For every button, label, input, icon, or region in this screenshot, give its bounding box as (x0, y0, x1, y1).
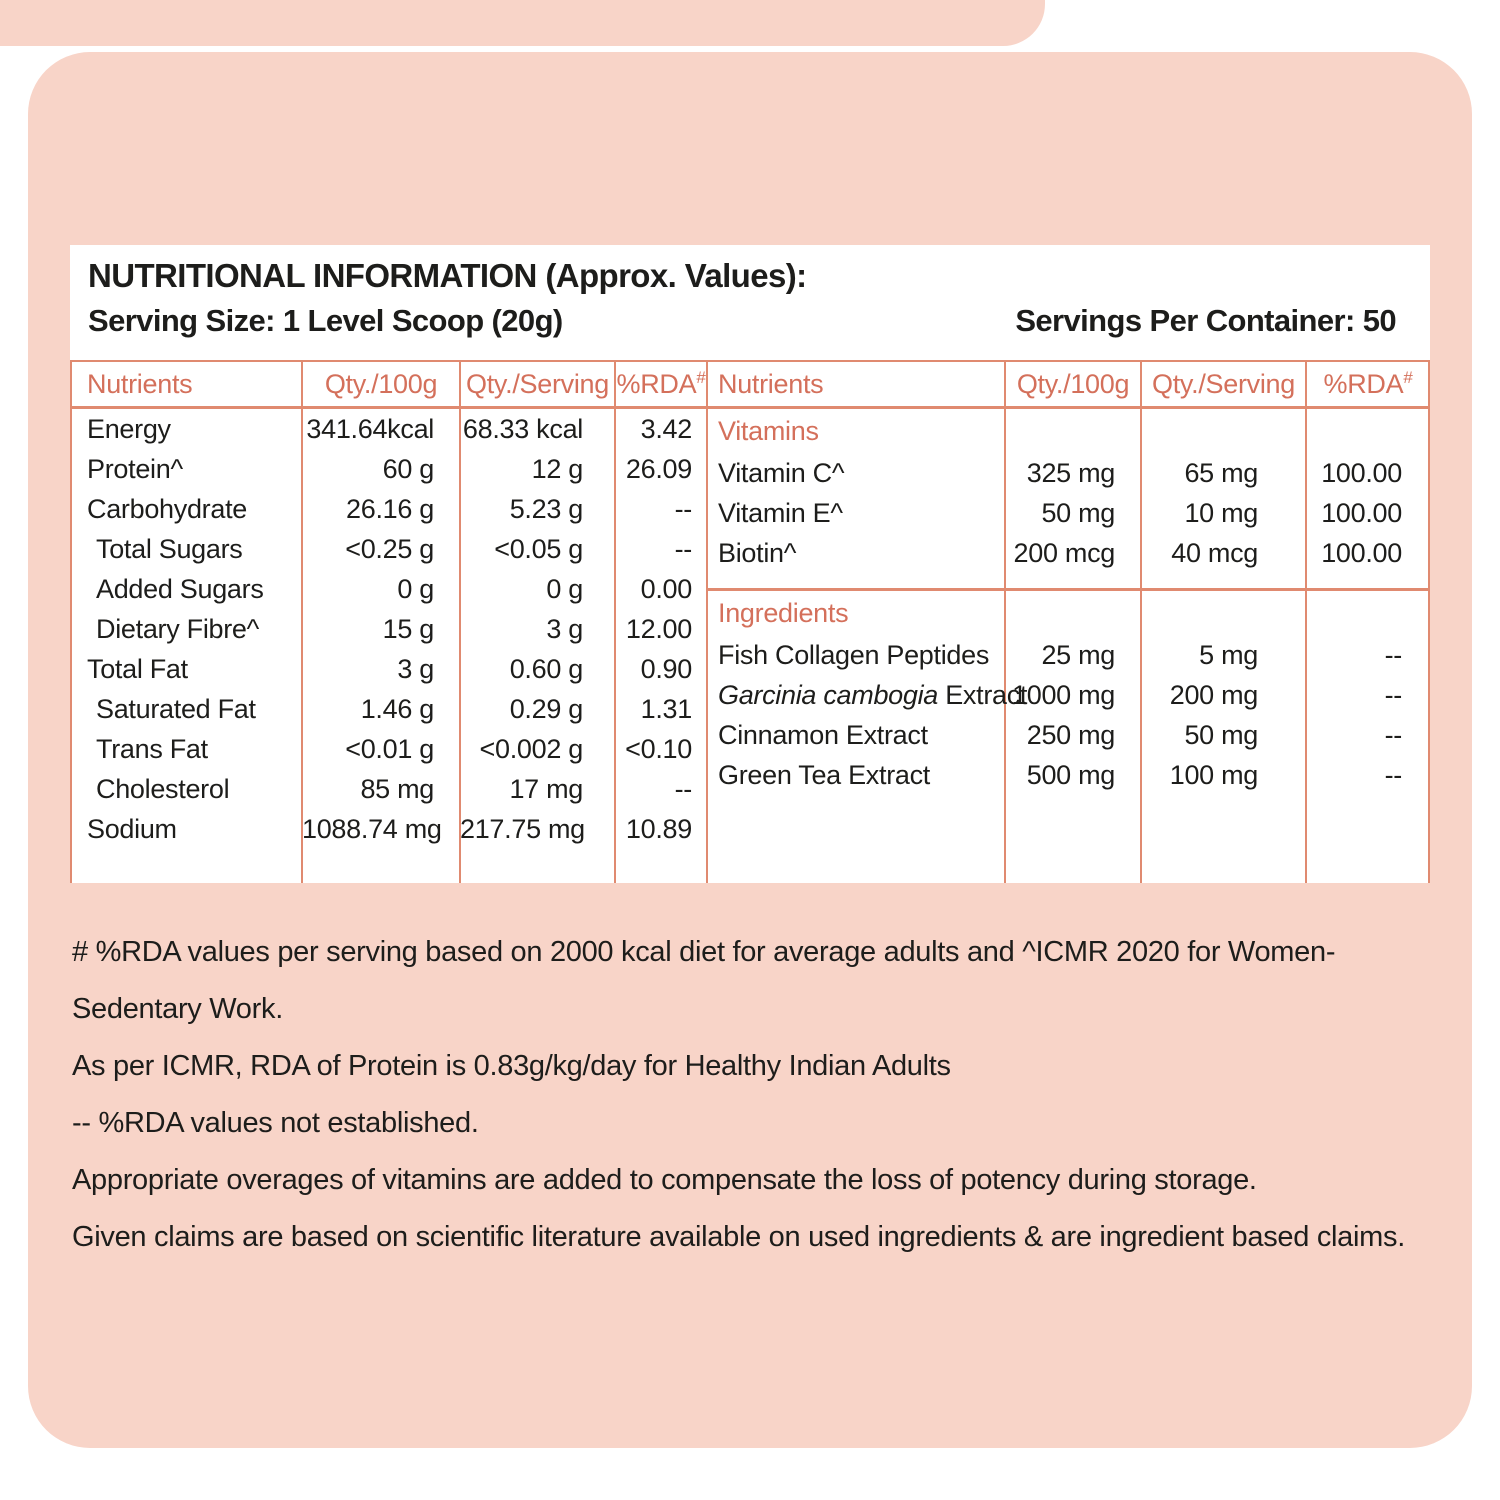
nutrient-label: Cholesterol (96, 773, 230, 804)
ingredient-label-text: Cinnamon Extract (718, 719, 928, 750)
qty-per-100g: 1088.74 mg (302, 813, 442, 844)
qty-per-serving: 10 mg (1184, 497, 1258, 528)
footnote-icmr-protein: As per ICMR, RDA of Protein is 0.83g/kg/day for Healthy Indian Adults (72, 1050, 951, 1082)
nutrient-label: Energy (87, 413, 171, 444)
vitamins-ingredients-rows (707, 409, 1430, 795)
nutrition-title: NUTRITIONAL INFORMATION (Approx. Values): (88, 257, 807, 294)
header-rda-right (1306, 368, 1430, 400)
ingredient-label (707, 720, 1005, 751)
qty-per-100g: 341.64kcal (306, 413, 434, 444)
qty-per-serving: 50 mg (1184, 719, 1258, 750)
qty-per-100g: 0 g (397, 573, 434, 604)
rda-percent: <0.10 (625, 733, 692, 764)
qty-per-serving: 12 g (531, 453, 583, 484)
table-row (707, 533, 1430, 573)
table-row (70, 649, 707, 689)
qty-per-serving: 68.33 kcal (462, 413, 583, 444)
footnotes (72, 924, 1428, 1266)
rda-percent: -- (1384, 639, 1402, 670)
section-spacer (707, 573, 1430, 591)
nutrition-card (70, 245, 1430, 883)
qty-per-100g: 85 mg (360, 773, 434, 804)
header-nutrients-left (70, 369, 302, 400)
qty-per-100g: 325 mg (1026, 457, 1115, 488)
header-rda-left (615, 368, 707, 400)
table-row (707, 715, 1430, 755)
qty-per-100g: 3 g (397, 653, 434, 684)
header-label: Qty./Serving (466, 368, 609, 399)
qty-per-serving: <0.002 g (479, 733, 583, 764)
header-label: Nutrients (718, 368, 824, 399)
nutrient-label: Dietary Fibre^ (96, 613, 260, 644)
qty-per-serving: 17 mg (509, 773, 583, 804)
rda-percent: -- (1384, 759, 1402, 790)
nutrient-label: Total Fat (87, 653, 188, 684)
ingredient-label (707, 640, 1005, 671)
rda-percent: 26.09 (625, 453, 692, 484)
rda-percent: 0.90 (640, 653, 692, 684)
footnote-overages: Appropriate overages of vitamins are added to compensate the loss of potency during storage. (72, 1164, 1257, 1196)
rda-percent: -- (1384, 719, 1402, 750)
qty-per-serving: 0.29 g (509, 693, 583, 724)
rda-percent: 100.00 (1321, 497, 1402, 528)
qty-per-serving: 100 mg (1169, 759, 1258, 790)
qty-per-serving: 65 mg (1184, 457, 1258, 488)
header-qty100-left (302, 369, 460, 400)
header-label: Qty./Serving (1152, 368, 1295, 399)
card-header (70, 245, 1430, 360)
table-row (70, 529, 707, 569)
qty-per-100g: 200 mcg (1013, 537, 1115, 568)
ingredient-label-text: Fish Collagen Peptides (718, 639, 990, 670)
table-row (70, 729, 707, 769)
ingredient-label (707, 760, 1005, 791)
table-row (70, 449, 707, 489)
ingredient-label-italic: Garcinia cambogia (718, 679, 939, 710)
qty-per-100g: 1000 mg (1012, 679, 1115, 710)
rda-percent: -- (674, 773, 692, 804)
table-row (707, 493, 1430, 533)
nutrients-rows (70, 409, 707, 849)
vitamins-section-title: Vitamins (718, 415, 819, 446)
rda-percent: 0.00 (640, 573, 692, 604)
qty-per-serving: 40 mcg (1171, 537, 1258, 568)
qty-per-100g: <0.25 g (345, 533, 434, 564)
table-row (70, 609, 707, 649)
qty-per-100g: 50 mg (1041, 497, 1115, 528)
rda-percent: -- (674, 493, 692, 524)
nutrient-label: Added Sugars (96, 573, 264, 604)
header-qtyserving-right (1141, 369, 1306, 400)
header-label: Qty./100g (324, 368, 438, 399)
ingredients-section-title: Ingredients (718, 597, 849, 628)
nutrient-label: Vitamin C^ (718, 457, 845, 488)
servings-per-container: Servings Per Container: 50 (1015, 303, 1396, 338)
header-label: Nutrients (87, 368, 193, 399)
rda-percent: 12.00 (625, 613, 692, 644)
qty-per-100g: 500 mg (1026, 759, 1115, 790)
ingredient-label-text: Extract (938, 679, 1028, 710)
qty-per-100g: <0.01 g (345, 733, 434, 764)
table-row (707, 453, 1430, 493)
nutrient-label: Biotin^ (718, 537, 797, 568)
header-nutrients-right (707, 369, 1005, 400)
qty-per-serving: 5 mg (1199, 639, 1258, 670)
ingredient-label (707, 679, 1028, 711)
rda-percent: 1.31 (640, 693, 692, 724)
nutrient-label: Trans Fat (96, 733, 208, 764)
rda-percent: 100.00 (1321, 457, 1402, 488)
table-row (70, 409, 707, 449)
table-row (707, 675, 1430, 715)
table-row (70, 489, 707, 529)
label-panel (28, 52, 1472, 1448)
header-qtyserving-left (460, 369, 615, 400)
qty-per-serving: 0.60 g (509, 653, 583, 684)
header-qty100-right (1005, 369, 1141, 400)
qty-per-100g: 25 mg (1041, 639, 1115, 670)
nutrient-label: Carbohydrate (87, 493, 247, 524)
table-row (707, 635, 1430, 675)
table-row (70, 809, 707, 849)
qty-per-serving: 0 g (546, 573, 583, 604)
rda-superscript: # (1403, 368, 1413, 387)
header-label: %RDA (616, 369, 697, 399)
footnote-rda-basis: # %RDA values per serving based on 2000 kcal diet for average adults and ^ICMR 2020 for Women-Sedentary Work. (72, 936, 1336, 1025)
qty-per-100g: 1.46 g (360, 693, 434, 724)
table-row (70, 689, 707, 729)
nutrient-label: Saturated Fat (96, 693, 256, 724)
qty-per-serving: <0.05 g (494, 533, 583, 564)
table-row (70, 769, 707, 809)
nutrient-label: Protein^ (87, 453, 183, 484)
header-label: Qty./100g (1016, 368, 1130, 399)
header-label: %RDA (1323, 369, 1404, 399)
table-header-row (70, 362, 1430, 406)
top-accent-strip (0, 0, 1045, 46)
rda-percent: 3.42 (640, 413, 692, 444)
nutrition-table (70, 360, 1430, 883)
table-row (70, 569, 707, 609)
footnote-rda-not-established: -- %RDA values not established. (72, 1107, 479, 1139)
qty-per-100g: 26.16 g (346, 493, 434, 524)
table-row (707, 755, 1430, 795)
qty-per-100g: 60 g (382, 453, 434, 484)
qty-per-serving: 3 g (546, 613, 583, 644)
ingredient-label-text: Green Tea Extract (718, 759, 931, 790)
rda-percent: -- (674, 533, 692, 564)
nutrient-label: Sodium (87, 813, 177, 844)
rda-superscript: # (696, 368, 706, 387)
qty-per-serving: 217.75 mg (460, 813, 585, 844)
serving-size: Serving Size: 1 Level Scoop (20g) (88, 303, 563, 338)
qty-per-serving: 200 mg (1169, 679, 1258, 710)
rda-percent: 10.89 (625, 813, 692, 844)
footnote-claims: Given claims are based on scientific literature available on used ingredients & are ingredient based claims. (72, 1221, 1405, 1253)
qty-per-serving: 5.23 g (509, 493, 583, 524)
qty-per-100g: 250 mg (1026, 719, 1115, 750)
rda-percent: -- (1384, 679, 1402, 710)
rda-percent: 100.00 (1321, 537, 1402, 568)
nutrient-label: Total Sugars (96, 533, 243, 564)
qty-per-100g: 15 g (382, 613, 434, 644)
nutrient-label: Vitamin E^ (718, 497, 843, 528)
